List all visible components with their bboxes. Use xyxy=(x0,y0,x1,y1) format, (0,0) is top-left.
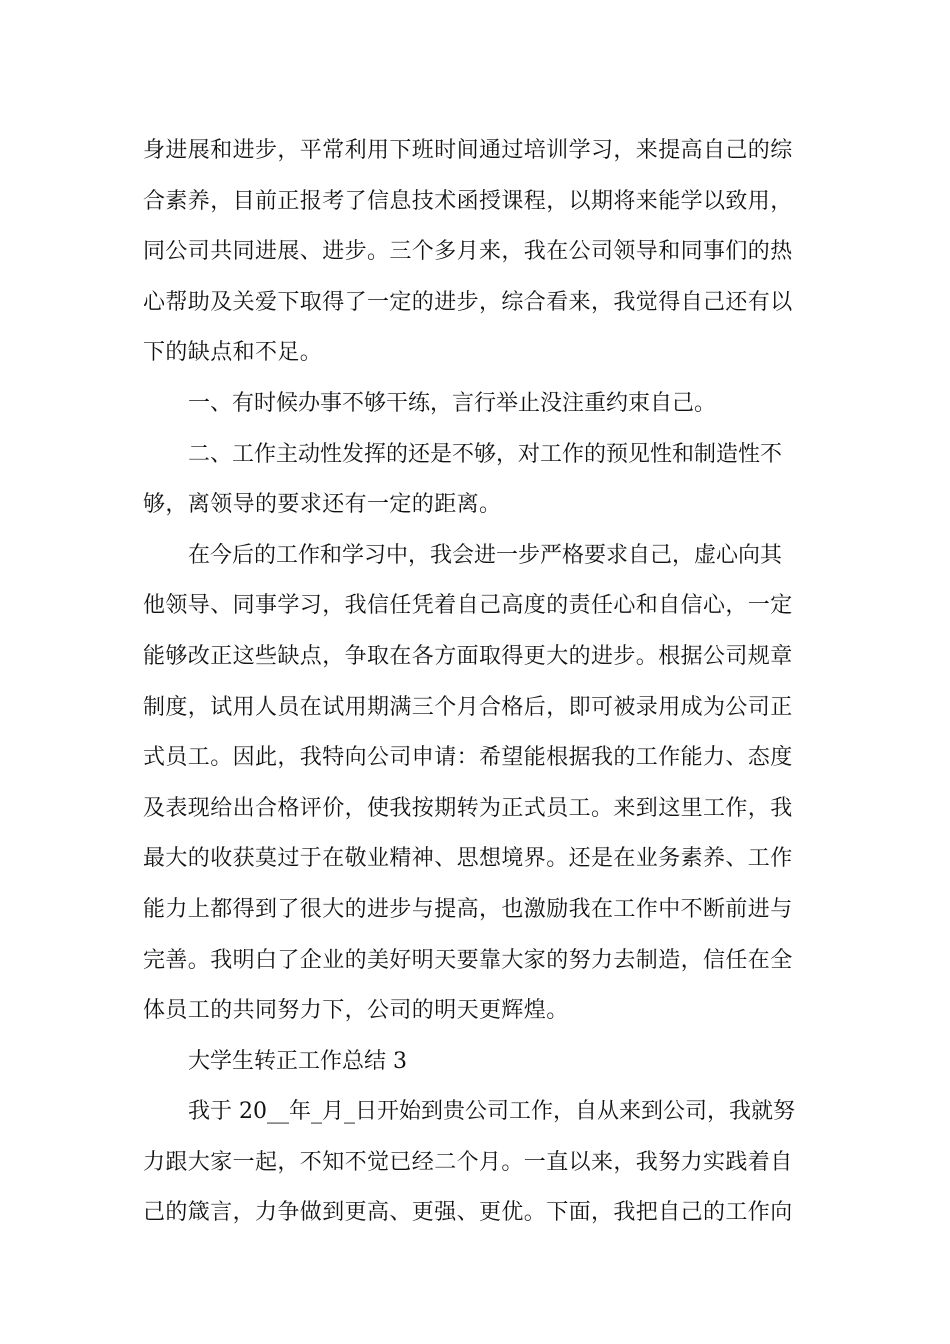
text-line: 合素养，目前正报考了信息技术函授课程，以期将来能学以致用， xyxy=(143,188,793,214)
paragraph-start: 在今后的工作和学习中，我会进一步严格要求自己，虚心向其 xyxy=(188,542,783,568)
text-line: 力跟大家一起，不知不觉已经二个月。一直以来，我努力实践着自 xyxy=(143,1149,793,1175)
text-line: 够，离领导的要求还有一定的距离。 xyxy=(143,492,502,518)
text-line: 体员工的共同努力下，公司的明天更辉煌。 xyxy=(143,998,569,1024)
document-body xyxy=(143,126,808,1239)
text-line: 身进展和进步，平常利用下班时间通过培训学习，来提高自己的综 xyxy=(143,138,793,163)
list-item-2: 二、工作主动性发挥的还是不够，对工作的预见性和制造性不 xyxy=(188,441,783,467)
text-line: 己的箴言，力争做到更高、更强、更优。下面，我把自己的工作向 xyxy=(143,1200,793,1226)
text-line: 他领导、同事学习，我信任凭着自己高度的责任心和自信心，一定 xyxy=(143,593,793,619)
text-line: 完善。我明白了企业的美好明天要靠大家的努力去制造，信任在全 xyxy=(143,947,793,973)
text-line: 能力上都得到了很大的进步与提高，也激励我在工作中不断前进与 xyxy=(143,896,793,922)
text-line: 及表现给出合格评价，使我按期转为正式员工。来到这里工作，我 xyxy=(143,795,793,821)
paragraph-start: 我于 20__年_月_日开始到贵公司工作，自从来到公司，我就努 xyxy=(188,1099,795,1125)
text-line: 心帮助及关爱下取得了一定的进步，综合看来，我觉得自己还有以 xyxy=(143,289,793,315)
text-line: 式员工。因此，我特向公司申请：希望能根据我的工作能力、态度 xyxy=(143,745,793,771)
section-heading: 大学生转正工作总结 3 xyxy=(188,1048,407,1074)
text-line: 能够改正这些缺点，争取在各方面取得更大的进步。根据公司规章 xyxy=(143,643,793,669)
text-line: 下的缺点和不足。 xyxy=(143,340,323,366)
text-line: 同公司共同进展、进步。三个多月来，我在公司领导和同事们的热 xyxy=(143,239,793,265)
text-line: 制度，试用人员在试用期满三个月合格后，即可被录用成为公司正 xyxy=(143,694,793,720)
text-line: 最大的收获莫过于在敬业精神、思想境界。还是在业务素养、工作 xyxy=(143,846,793,872)
list-item-1: 一、有时候办事不够干练，言行举止没注重约束自己。 xyxy=(188,390,717,416)
